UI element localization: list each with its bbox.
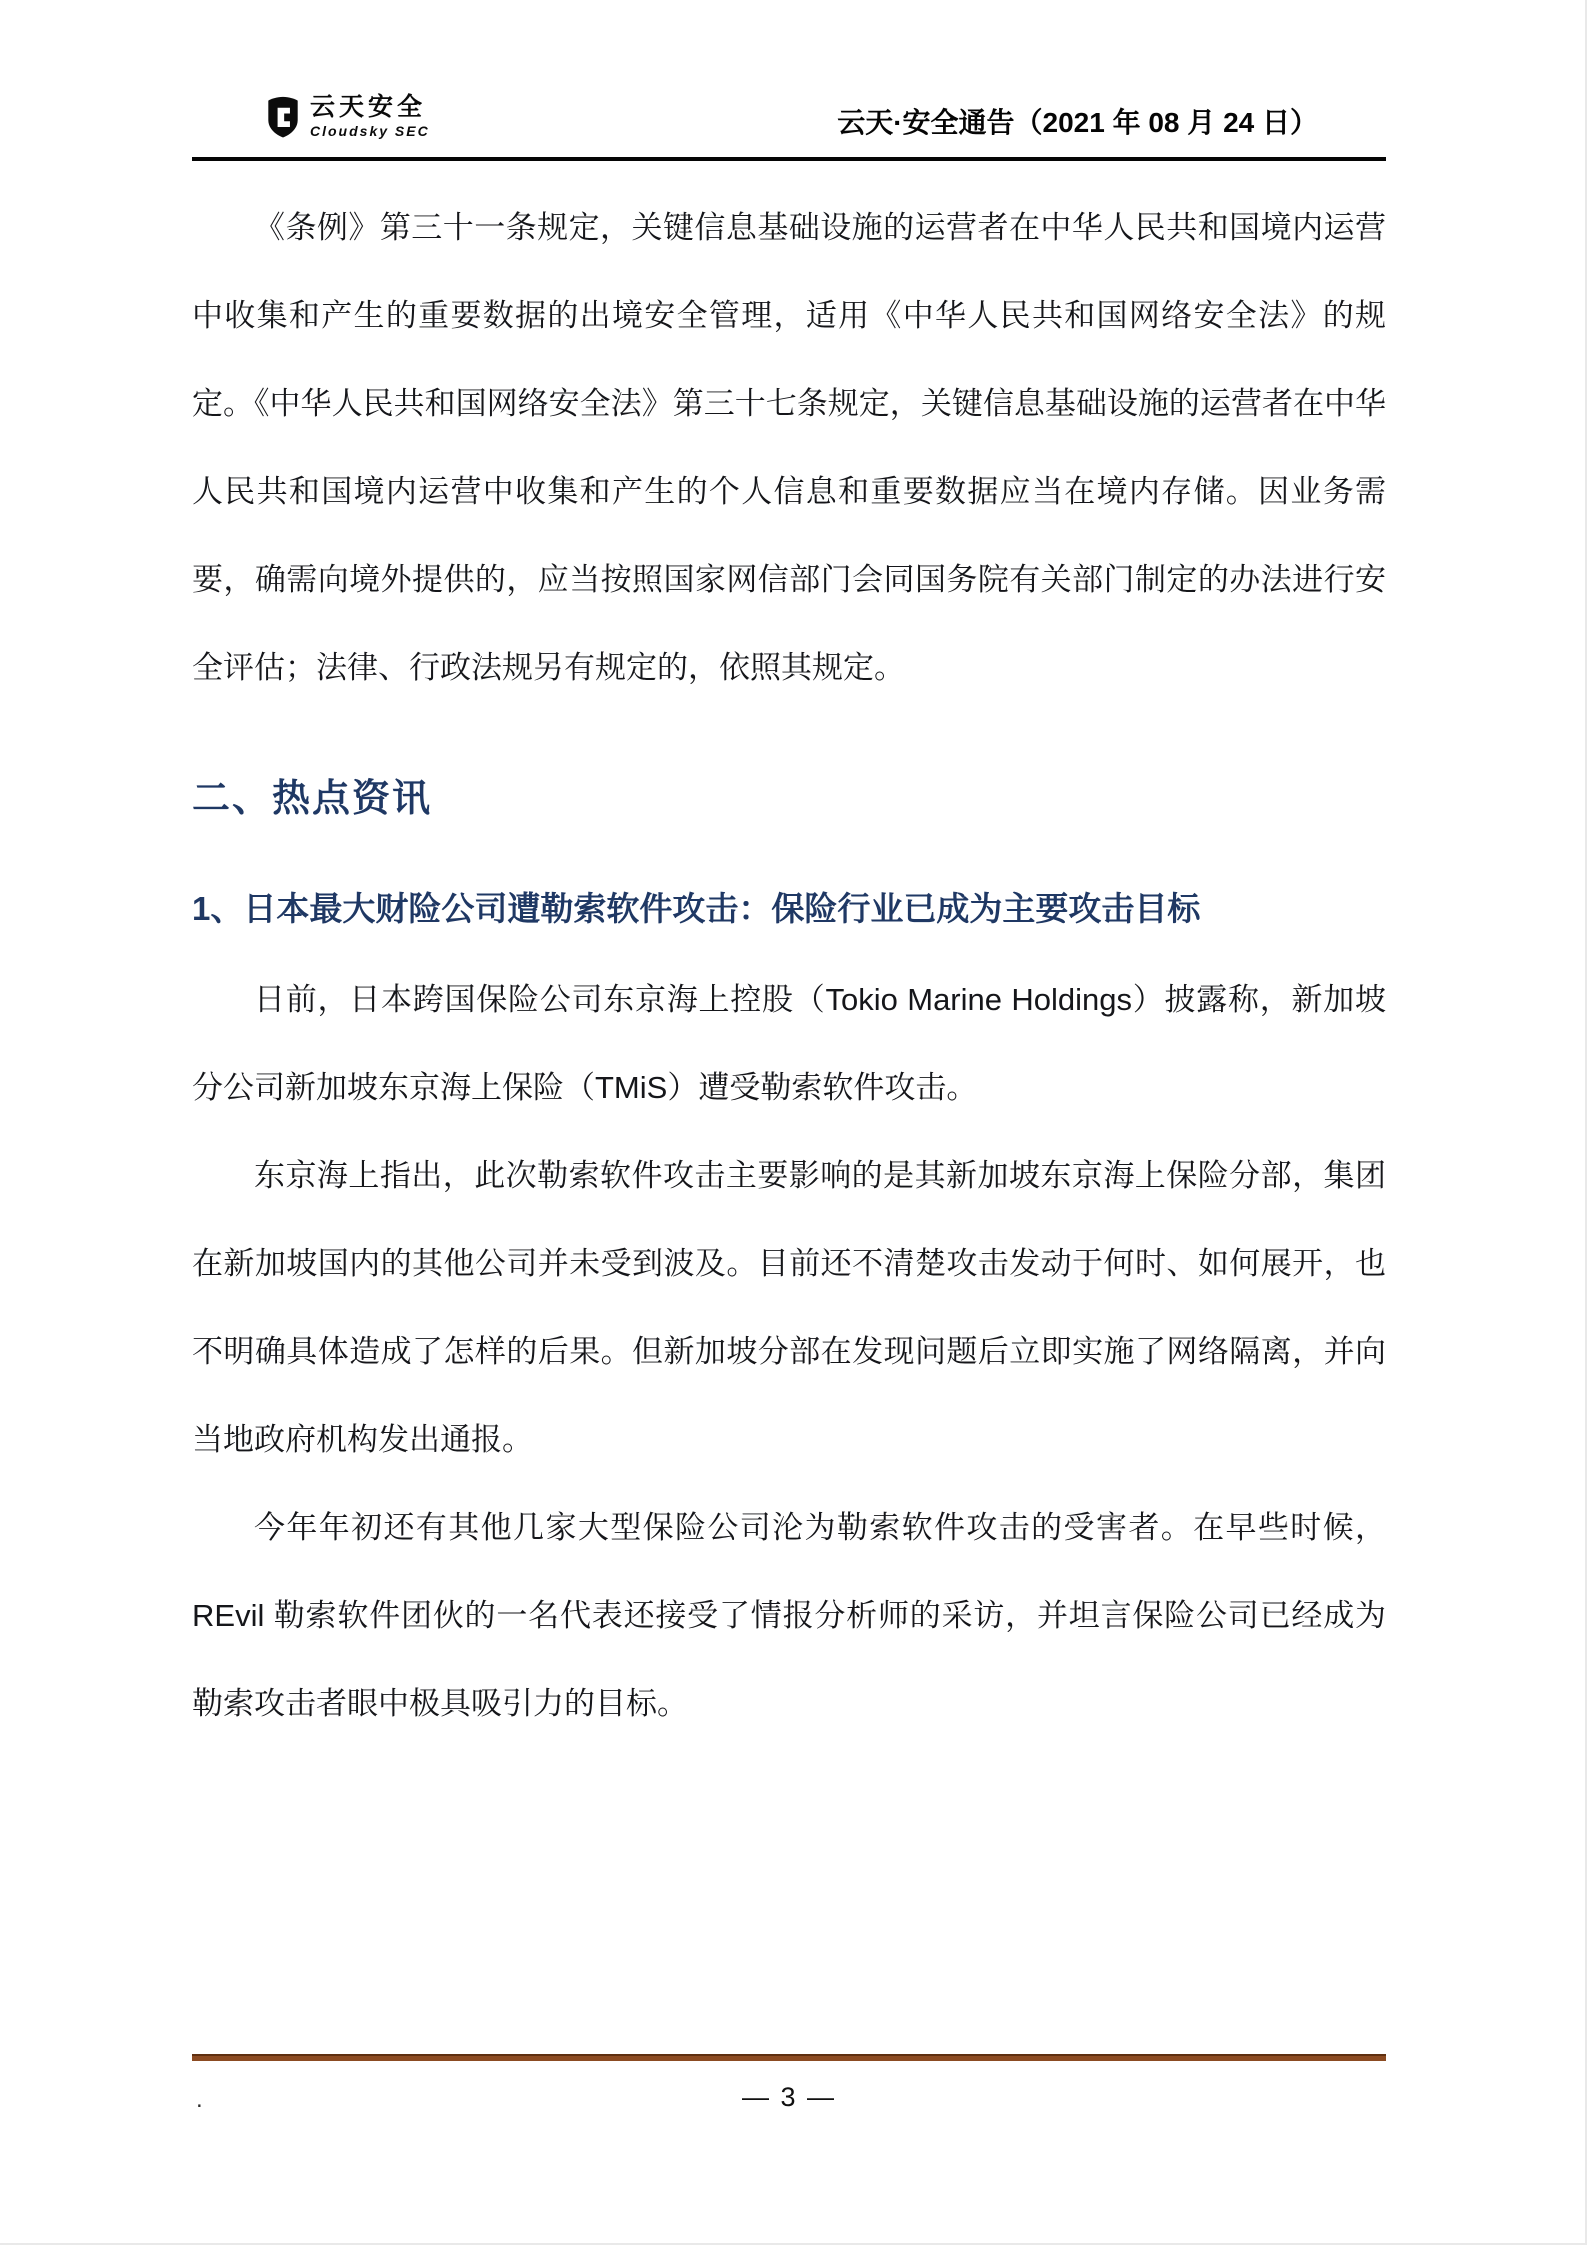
logo-text-block: [310, 94, 430, 140]
document-body: [192, 184, 1386, 1748]
bulletin-title: 云天·安全通告（2021 年 08 月 24 日）: [837, 107, 1318, 138]
footer-divider: [192, 2054, 1386, 2061]
company-logo: [266, 94, 430, 140]
news-item-heading: 1、日本最大财险公司遭勒索软件攻击：保险行业已成为主要攻击目标: [192, 890, 1201, 927]
header-divider: [192, 157, 1386, 161]
news-paragraph: 日前，日本跨国保险公司东京海上控股（Tokio Marine Holdings）披露称，新加坡分公司新加坡东京海上保险（TMiS）遭受勒索软件攻击。: [192, 982, 1386, 1105]
footer-left-mark: .: [196, 2086, 203, 2113]
logo-company-name: 云天安全: [310, 92, 427, 121]
body-paragraph-regulation: 《条例》第三十一条规定，关键信息基础设施的运营者在中华人民共和国境内运营中收集和产生的重要数据的出境安全管理，适用《中华人民共和国网络安全法》的规定。《中华人民共和国网络安全法》第三十七条规定，关键信息基础设施的运营者在中华人民共和国境内运营中收集和产生的个人信息和重要数据应当在境内存储。因业务需要，确需向境外提供的，应当按照国家网信部门会同国务院有关部门制定的办法进行安全评估；法律、行政法规另有规定的，依照其规定。: [192, 210, 1386, 685]
page-number: — 3 —: [741, 2082, 837, 2112]
news-paragraph: 今年年初还有其他几家大型保险公司沦为勒索软件攻击的受害者。在早些时候，REvil 勒索软件团伙的一名代表还接受了情报分析师的采访，并坦言保险公司已经成为勒索攻击者眼中极具吸引力的目标。: [192, 1510, 1386, 1721]
shield-c-icon: [266, 95, 300, 139]
logo-company-subtitle: Cloudsky SEC: [310, 123, 430, 140]
section-heading-hot-news: 二、热点资讯: [192, 778, 433, 820]
news-paragraph: 东京海上指出，此次勒索软件攻击主要影响的是其新加坡东京海上保险分部，集团在新加坡国内的其他公司并未受到波及。目前还不清楚攻击发动于何时、如何展开，也不明确具体造成了怎样的后果。但新加坡分部在发现问题后立即实施了网络隔离，并向当地政府机构发出通报。: [192, 1158, 1386, 1457]
